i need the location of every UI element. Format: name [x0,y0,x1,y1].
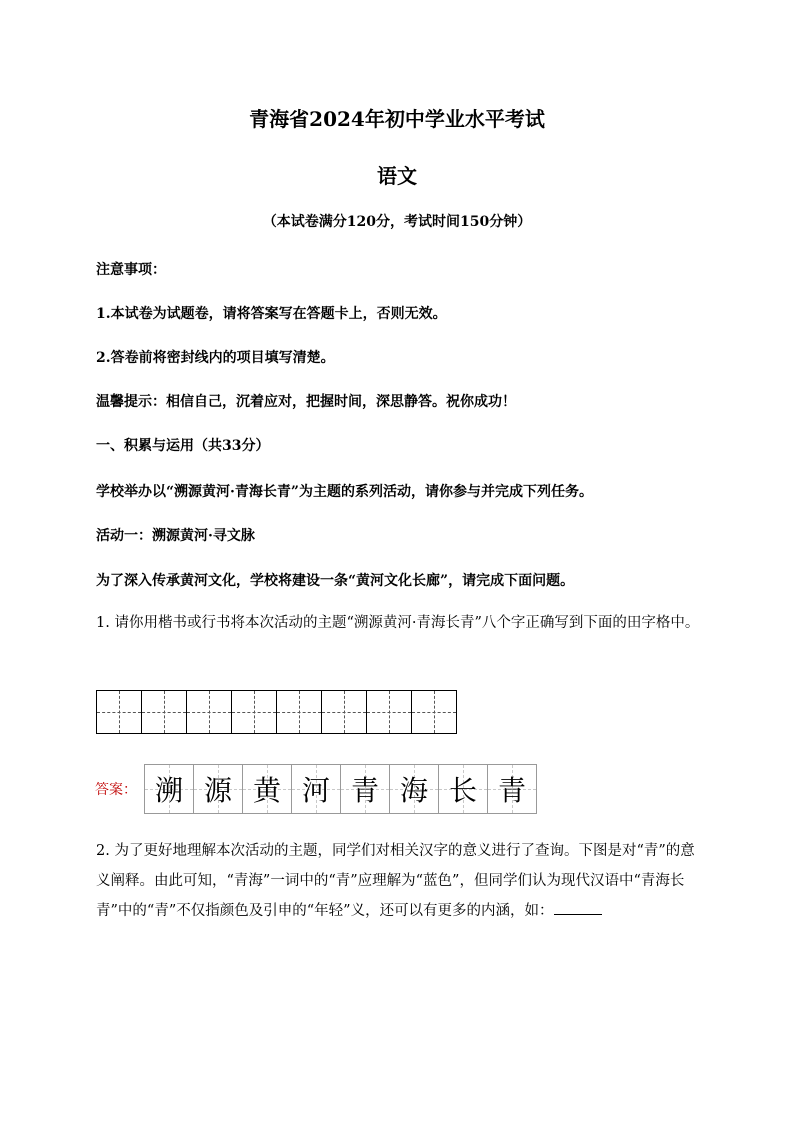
question-2 [96,836,702,926]
answer-cell [341,764,390,814]
activity-heading: 活动一：溯源黄河·寻文脉 [96,528,255,544]
answer-char: 河 [301,774,330,807]
answer-cell [194,764,243,814]
answer-char: 青 [350,774,379,807]
answer-cell [439,764,488,814]
answer-label: 答案： [95,782,137,798]
answer-char: 长 [448,774,477,807]
tianzige-cell[interactable] [322,690,367,734]
question-2-text: 2. 为了更好地理解本次活动的主题，同学们对相关汉字的意义进行了查询。下图是对“青”的意义阐释。由此可知，“青海”一词中的“青”应理解为“蓝色”，但同学们认为现代汉语中“青海长青”中的“青”不仅指颜色及引申的“年轻”义，还可以有更多的内涵，如： [96,843,695,919]
answer-blank[interactable] [554,900,602,915]
answer-char: 溯 [154,774,183,807]
tianzige-cell[interactable] [187,690,232,734]
notes-tip: 温馨提示：相信自己，沉着应对，把握时间，深思静答。祝你成功！ [96,394,516,410]
tianzige-cell[interactable] [367,690,412,734]
notes-item-1: 1.本试卷为试题卷，请将答案写在答题卡上，否则无效。 [96,306,447,322]
tianzige-cell[interactable] [232,690,277,734]
answer-grid [144,764,537,814]
answer-char: 青 [497,774,526,807]
activity-intro: 为了深入传承黄河文化，学校将建设一条“黄河文化长廊”，请完成下面问题。 [96,573,575,589]
answer-char: 海 [399,774,428,807]
answer-char: 源 [203,774,232,807]
tianzige-cell[interactable] [142,690,187,734]
answer-cell [488,764,537,814]
notes-item-2: 2.答卷前将密封线内的项目填写清楚。 [96,350,335,366]
answer-char: 黄 [252,774,281,807]
section-intro: 学校举办以“溯源黄河·青海长青”为主题的系列活动，请你参与并完成下列任务。 [96,484,593,500]
score-info: （本试卷满分120分，考试时间150分钟） [262,214,532,230]
exam-subject: 语文 [377,164,417,188]
answer-cell [390,764,439,814]
answer-cell [292,764,341,814]
tianzige-cell[interactable] [277,690,322,734]
notes-heading: 注意事项： [96,262,166,278]
tianzige-cell[interactable] [97,690,142,734]
question-1-text: 1. 请你用楷书或行书将本次活动的主题“溯源黄河·青海长青”八个字正确写到下面的田字格中。 [96,615,700,631]
tianzige-grid[interactable] [96,690,457,734]
tianzige-cell[interactable] [412,690,457,734]
exam-title: 青海省2024年初中学业水平考试 [249,107,545,131]
answer-cell [243,764,292,814]
section-heading: 一、积累与运用（共33分） [96,438,270,454]
answer-cell [145,764,194,814]
